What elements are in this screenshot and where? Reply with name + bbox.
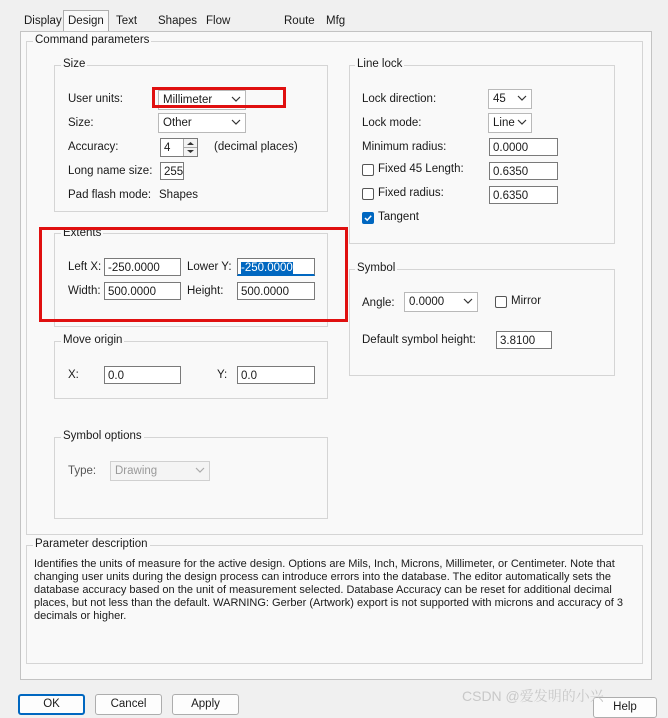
tab-design[interactable]: Design: [63, 10, 109, 33]
pad-flash-mode-value: Shapes: [159, 189, 199, 201]
description-line: places, but not less than the default. WARNING: Gerber (Artwork) export is not supported with microns and accuracy of 3: [34, 597, 623, 609]
size-dropdown[interactable]: [158, 113, 246, 133]
parameter-description-text: [34, 558, 639, 623]
lock-direction-dropdown[interactable]: [488, 89, 532, 109]
fixed-radius-label: Fixed radius:: [378, 187, 444, 199]
user-units-label: User units:: [68, 93, 123, 105]
accuracy-spinner[interactable]: [160, 138, 198, 157]
height-input[interactable]: 500.0000: [237, 282, 315, 300]
fixed-radius-input[interactable]: 0.6350: [489, 186, 558, 204]
size-value: Other: [163, 117, 192, 129]
chevron-down-icon: [517, 93, 527, 103]
spinner-arrows-icon: [184, 139, 197, 156]
fixed-45-length-label: Fixed 45 Length:: [378, 163, 464, 175]
tab-mfg-applications[interactable]: Mfg: [326, 15, 346, 27]
extents-highlight: [39, 227, 348, 322]
minimum-radius-label: Minimum radius:: [362, 141, 447, 153]
description-line: changing user units during the design process can introduce errors into the database. The editor automatically sets the: [34, 571, 612, 583]
extents-legend: Extents: [63, 227, 102, 239]
lock-mode-value: Line: [493, 117, 515, 129]
origin-y-input[interactable]: 0.0: [237, 366, 315, 384]
ok-button[interactable]: OK: [18, 694, 85, 715]
origin-y-label: Y:: [217, 369, 228, 381]
help-button[interactable]: Help: [593, 697, 657, 718]
fixed-radius-checkbox[interactable]: [362, 188, 374, 200]
lock-mode-dropdown[interactable]: [488, 113, 532, 133]
lock-mode-label: Lock mode:: [362, 117, 422, 129]
origin-x-label: X:: [68, 369, 79, 381]
move-origin-legend: Move origin: [63, 334, 123, 346]
user-units-highlight: [152, 87, 286, 108]
symbol-options-legend: Symbol options: [63, 430, 142, 442]
symbol-type-value: Drawing: [115, 465, 158, 477]
lower-y-label: Lower Y:: [187, 261, 232, 273]
tab-flow-planning[interactable]: Flow: [206, 15, 231, 27]
apply-button[interactable]: Apply: [172, 694, 239, 715]
cancel-button[interactable]: Cancel: [95, 694, 162, 715]
symbol-type-dropdown[interactable]: [110, 461, 210, 481]
mirror-checkbox[interactable]: [495, 296, 507, 308]
default-symbol-height-label: Default symbol height:: [362, 334, 476, 346]
tangent-label: Tangent: [378, 211, 419, 223]
tangent-checkbox[interactable]: [362, 212, 374, 224]
lower-y-value: -250.0000: [241, 262, 293, 274]
checkmark-icon: [363, 213, 373, 223]
description-line: Identifies the units of measure for the active design. Options are Mils, Inch, Microns, Millimeter, or Centimeter. Note that: [34, 558, 615, 570]
lock-direction-label: Lock direction:: [362, 93, 437, 105]
symbol-type-label: Type:: [68, 465, 97, 477]
left-x-input[interactable]: -250.0000: [104, 258, 181, 276]
lock-direction-value: 45: [493, 93, 506, 105]
angle-dropdown[interactable]: [404, 292, 478, 312]
accuracy-label: Accuracy:: [68, 141, 119, 153]
description-line: decimals or higher.: [34, 610, 127, 622]
size-legend: Size: [63, 58, 86, 70]
symbol-group: [349, 269, 615, 376]
height-label: Height:: [187, 285, 224, 297]
default-symbol-height-input[interactable]: 3.8100: [496, 331, 552, 349]
tab-route[interactable]: Route: [284, 15, 315, 27]
minimum-radius-input[interactable]: 0.0000: [489, 138, 558, 156]
fixed-45-length-input[interactable]: 0.6350: [489, 162, 558, 180]
symbol-legend: Symbol: [357, 262, 396, 274]
angle-label: Angle:: [362, 297, 395, 309]
description-line: database accuracy based on the unit of measurement selected. Database Accuracy can be reset for additional decimal: [34, 584, 612, 596]
tab-display[interactable]: Display: [24, 15, 62, 27]
origin-x-input[interactable]: 0.0: [104, 366, 181, 384]
long-name-size-input[interactable]: 255: [160, 162, 184, 180]
left-x-label: Left X:: [68, 261, 102, 273]
chevron-down-icon: [195, 465, 205, 475]
accuracy-note: (decimal places): [214, 141, 298, 153]
accuracy-value: 4: [164, 142, 171, 154]
width-input[interactable]: 500.0000: [104, 282, 181, 300]
command-parameters-legend: Command parameters: [35, 34, 150, 46]
mirror-label: Mirror: [511, 295, 542, 307]
tab-shapes[interactable]: Shapes: [158, 15, 198, 27]
watermark: CSDN @爱发明的小兴: [462, 688, 604, 704]
size-label: Size:: [68, 117, 94, 129]
chevron-down-icon: [463, 296, 473, 306]
accuracy-spinner-buttons[interactable]: [183, 139, 197, 156]
angle-value: 0.0000: [409, 296, 445, 308]
long-name-size-label: Long name size:: [68, 165, 153, 177]
user-units-value: Millimeter: [163, 94, 213, 106]
parameter-description-legend: Parameter description: [35, 538, 148, 550]
chevron-down-icon: [517, 117, 527, 127]
pad-flash-mode-label: Pad flash mode:: [68, 189, 152, 201]
chevron-down-icon: [231, 117, 241, 127]
tab-text[interactable]: Text: [116, 15, 138, 27]
line-lock-legend: Line lock: [357, 58, 403, 70]
width-label: Width:: [68, 285, 101, 297]
fixed-45-length-checkbox[interactable]: [362, 164, 374, 176]
